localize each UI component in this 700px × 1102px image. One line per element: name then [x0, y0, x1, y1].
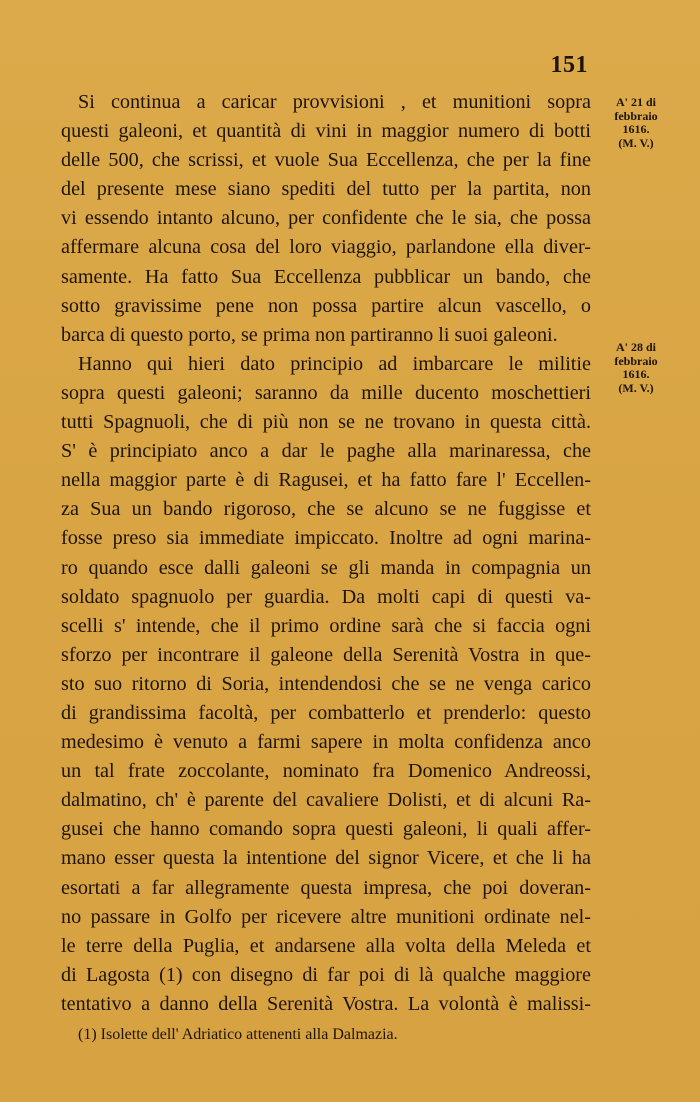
text-line: S' è principiato anco a dar le paghe alla marinaressa, che: [61, 440, 591, 463]
text-line: ro quando esce dalli galeoni se gli manda in compagnia un: [61, 556, 591, 579]
text-line: un tal frate zoccolante, nominato fra Domenico Andreossi,: [61, 760, 591, 783]
text-line: esortati a far allegramente questa impresa, che poi doveran-: [61, 876, 591, 899]
text-line: Hanno qui hieri dato principio ad imbarcare le militie: [78, 352, 591, 375]
text-line: scelli s' intende, che il primo ordine sarà che si faccia ogni: [61, 614, 591, 637]
text-line: affermare alcuna cosa del loro viaggio, parlandone ella diver-: [61, 236, 591, 259]
text-line: sopra questi galeoni; saranno da mille ducento moschettieri: [61, 381, 591, 404]
margin-note-date-1: [604, 96, 668, 150]
text-line: delle 500, che scrissi, et vuole Sua Eccellenza, che per la fine: [61, 149, 591, 172]
text-line: nella maggior parte è di Ragusei, et ha fatto fare l' Eccellen-: [61, 469, 591, 492]
text-line: barca di questo porto, se prima non partiranno li suoi galeoni.: [61, 323, 558, 346]
text-line: sto suo ritorno di Soria, intendendosi che se ne venga carico: [61, 672, 591, 695]
text-line: vi essendo intanto alcuno, per confidente che le sia, che possa: [61, 207, 591, 230]
text-line: sforzo per incontrare il galeone della Serenità Vostra in que-: [61, 643, 591, 666]
margin-note-date-2: [604, 341, 668, 395]
text-line: del presente mese siano spediti del tutto per la partita, non: [61, 178, 591, 201]
text-line: Si continua a caricar provvisioni , et munitioni sopra: [78, 91, 591, 113]
text-line: no passare in Golfo per ricevere altre munitioni ordinate nel-: [61, 905, 591, 928]
margin-note-line: 1616.: [622, 367, 650, 381]
margin-note-line: febbraio: [614, 353, 658, 368]
text-line: samente. Ha fatto Sua Eccellenza pubblicar un bando, che: [61, 265, 591, 288]
page-number: 151: [550, 52, 588, 78]
text-line: dalmatino, ch' è parente del cavaliere Dolisti, et di alcuni Ra-: [61, 789, 591, 812]
margin-note-line: A' 28 di: [615, 340, 656, 354]
margin-note-line: 1616.: [622, 122, 650, 136]
margin-note-line: A' 21 di: [615, 95, 656, 109]
text-line: gusei che hanno comando sopra questi galeoni, li quali affer-: [61, 818, 591, 841]
margin-note-line: (M. V.): [618, 380, 654, 395]
text-line: soldato spagnuolo per guardia. Da molti capi di questi va-: [61, 585, 591, 608]
text-line: di grandissima facoltà, per combatterlo et prenderlo: questo: [61, 701, 591, 724]
text-line: tutti Spagnuoli, che di più non se ne trovano in questa città.: [61, 411, 591, 434]
text-line: le terre della Puglia, et andarsene alla volta della Meleda et: [61, 934, 591, 957]
margin-note-line: (M. V.): [618, 135, 654, 150]
text-line: fosse preso sia immediate impiccato. Inoltre ad ogni marina-: [61, 527, 591, 550]
text-line: questi galeoni, et quantità di vini in maggior numero di botti: [61, 120, 591, 143]
text-line: sotto gravissime pene non possa partire alcun vascello, o: [61, 294, 591, 317]
footnote: (1) Isolette dell' Adriatico attenenti alla Dalmazia.: [78, 1026, 398, 1043]
text-line: za Sua un bando rigoroso, che se alcuno se ne fuggisse et: [61, 498, 591, 521]
margin-note-line: febbraio: [614, 108, 658, 123]
text-line: medesimo è venuto a farmi sapere in molta confidenza anco: [61, 731, 591, 754]
text-line: tentativo a danno della Serenità Vostra. La volontà è malissi-: [61, 992, 591, 1015]
text-line: di Lagosta (1) con disegno di far poi di là qualche maggiore: [61, 963, 591, 986]
text-line: mano esser questa la intentione del signor Vicere, et che li ha: [61, 847, 591, 870]
body-text: [61, 88, 591, 1019]
